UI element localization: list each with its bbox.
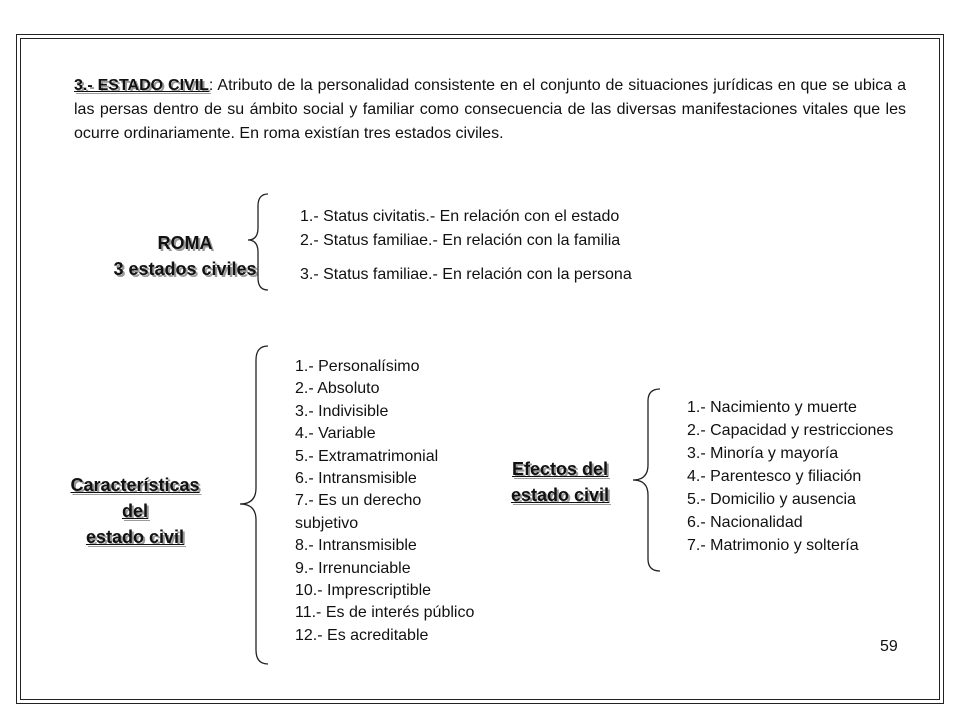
roma-list <box>300 205 632 287</box>
intro-text: : Atributo de la personalidad consistente en el conjunto de situaciones jurídicas en que se ubica a las persas dentro de su ámbito social y familiar como consecuencia de las diversas manifestaciones vitales que les ocurre ordinariamente. En roma existían tres estados civiles. <box>74 77 906 142</box>
efectos-title <box>490 456 630 508</box>
caracteristica-item: 1.- Personalísimo <box>295 358 420 375</box>
efectos-title-line1: Efectos del <box>511 459 609 479</box>
caracteristica-item: 2.- Absoluto <box>295 380 380 398</box>
efecto-item: 2.- Capacidad y restricciones <box>687 422 894 439</box>
roma-title-line2: 3 estados civiles <box>113 259 257 279</box>
roma-item: 2.- Status familiae.- En relación con la familia <box>300 232 621 249</box>
roma-item: 1.- Status civitatis.- En relación con el estado <box>300 208 620 225</box>
intro-paragraph <box>74 74 906 146</box>
roma-title-line1: ROMA <box>157 233 213 253</box>
caracteristica-item: 10.- Imprescriptible <box>295 582 432 600</box>
caracteristicas-title-line3: estado civil <box>85 527 185 547</box>
roma-item: 3.- Status familiae.- En relación con la persona <box>300 266 632 283</box>
efecto-item: 5.- Domicilio y ausencia <box>687 491 856 508</box>
efecto-item: 1.- Nacimiento y muerte <box>687 399 857 416</box>
caracteristicas-title-line2: del <box>121 501 148 521</box>
roma-brace <box>244 192 274 292</box>
efectos-brace <box>630 387 666 573</box>
page-number: 59 <box>880 638 898 655</box>
caracteristica-item: 6.- Intransmisible <box>295 470 417 488</box>
efectos-title-line2: estado civil <box>510 485 610 505</box>
efecto-item: 7.- Matrimonio y soltería <box>687 537 859 554</box>
caracteristicas-title-line1: Características <box>70 475 200 495</box>
caracteristica-item: 12.- Es acreditable <box>295 626 429 644</box>
caracteristicas-brace <box>236 344 276 666</box>
caracteristica-item: 11.- Es de interés público <box>295 604 475 622</box>
caracteristicas-list <box>295 356 475 647</box>
caracteristica-item: 7.- Es un derecho subjetivo <box>295 492 422 532</box>
caracteristica-item: 3.- Indivisible <box>295 402 389 420</box>
efecto-item: 4.- Parentesco y filiación <box>687 468 862 485</box>
caracteristicas-title <box>30 472 240 550</box>
caracteristica-item: 9.- Irrenunciable <box>295 559 411 577</box>
caracteristica-item: 5.- Extramatrimonial <box>295 447 439 465</box>
efecto-item: 6.- Nacionalidad <box>687 514 803 531</box>
caracteristica-item: 8.- Intransmisible <box>295 537 417 555</box>
efecto-item: 3.- Minoría y mayoría <box>687 445 839 462</box>
efectos-list <box>687 396 907 557</box>
intro-term: 3.- ESTADO CIVIL <box>74 77 209 94</box>
caracteristica-item: 4.- Variable <box>295 425 376 443</box>
